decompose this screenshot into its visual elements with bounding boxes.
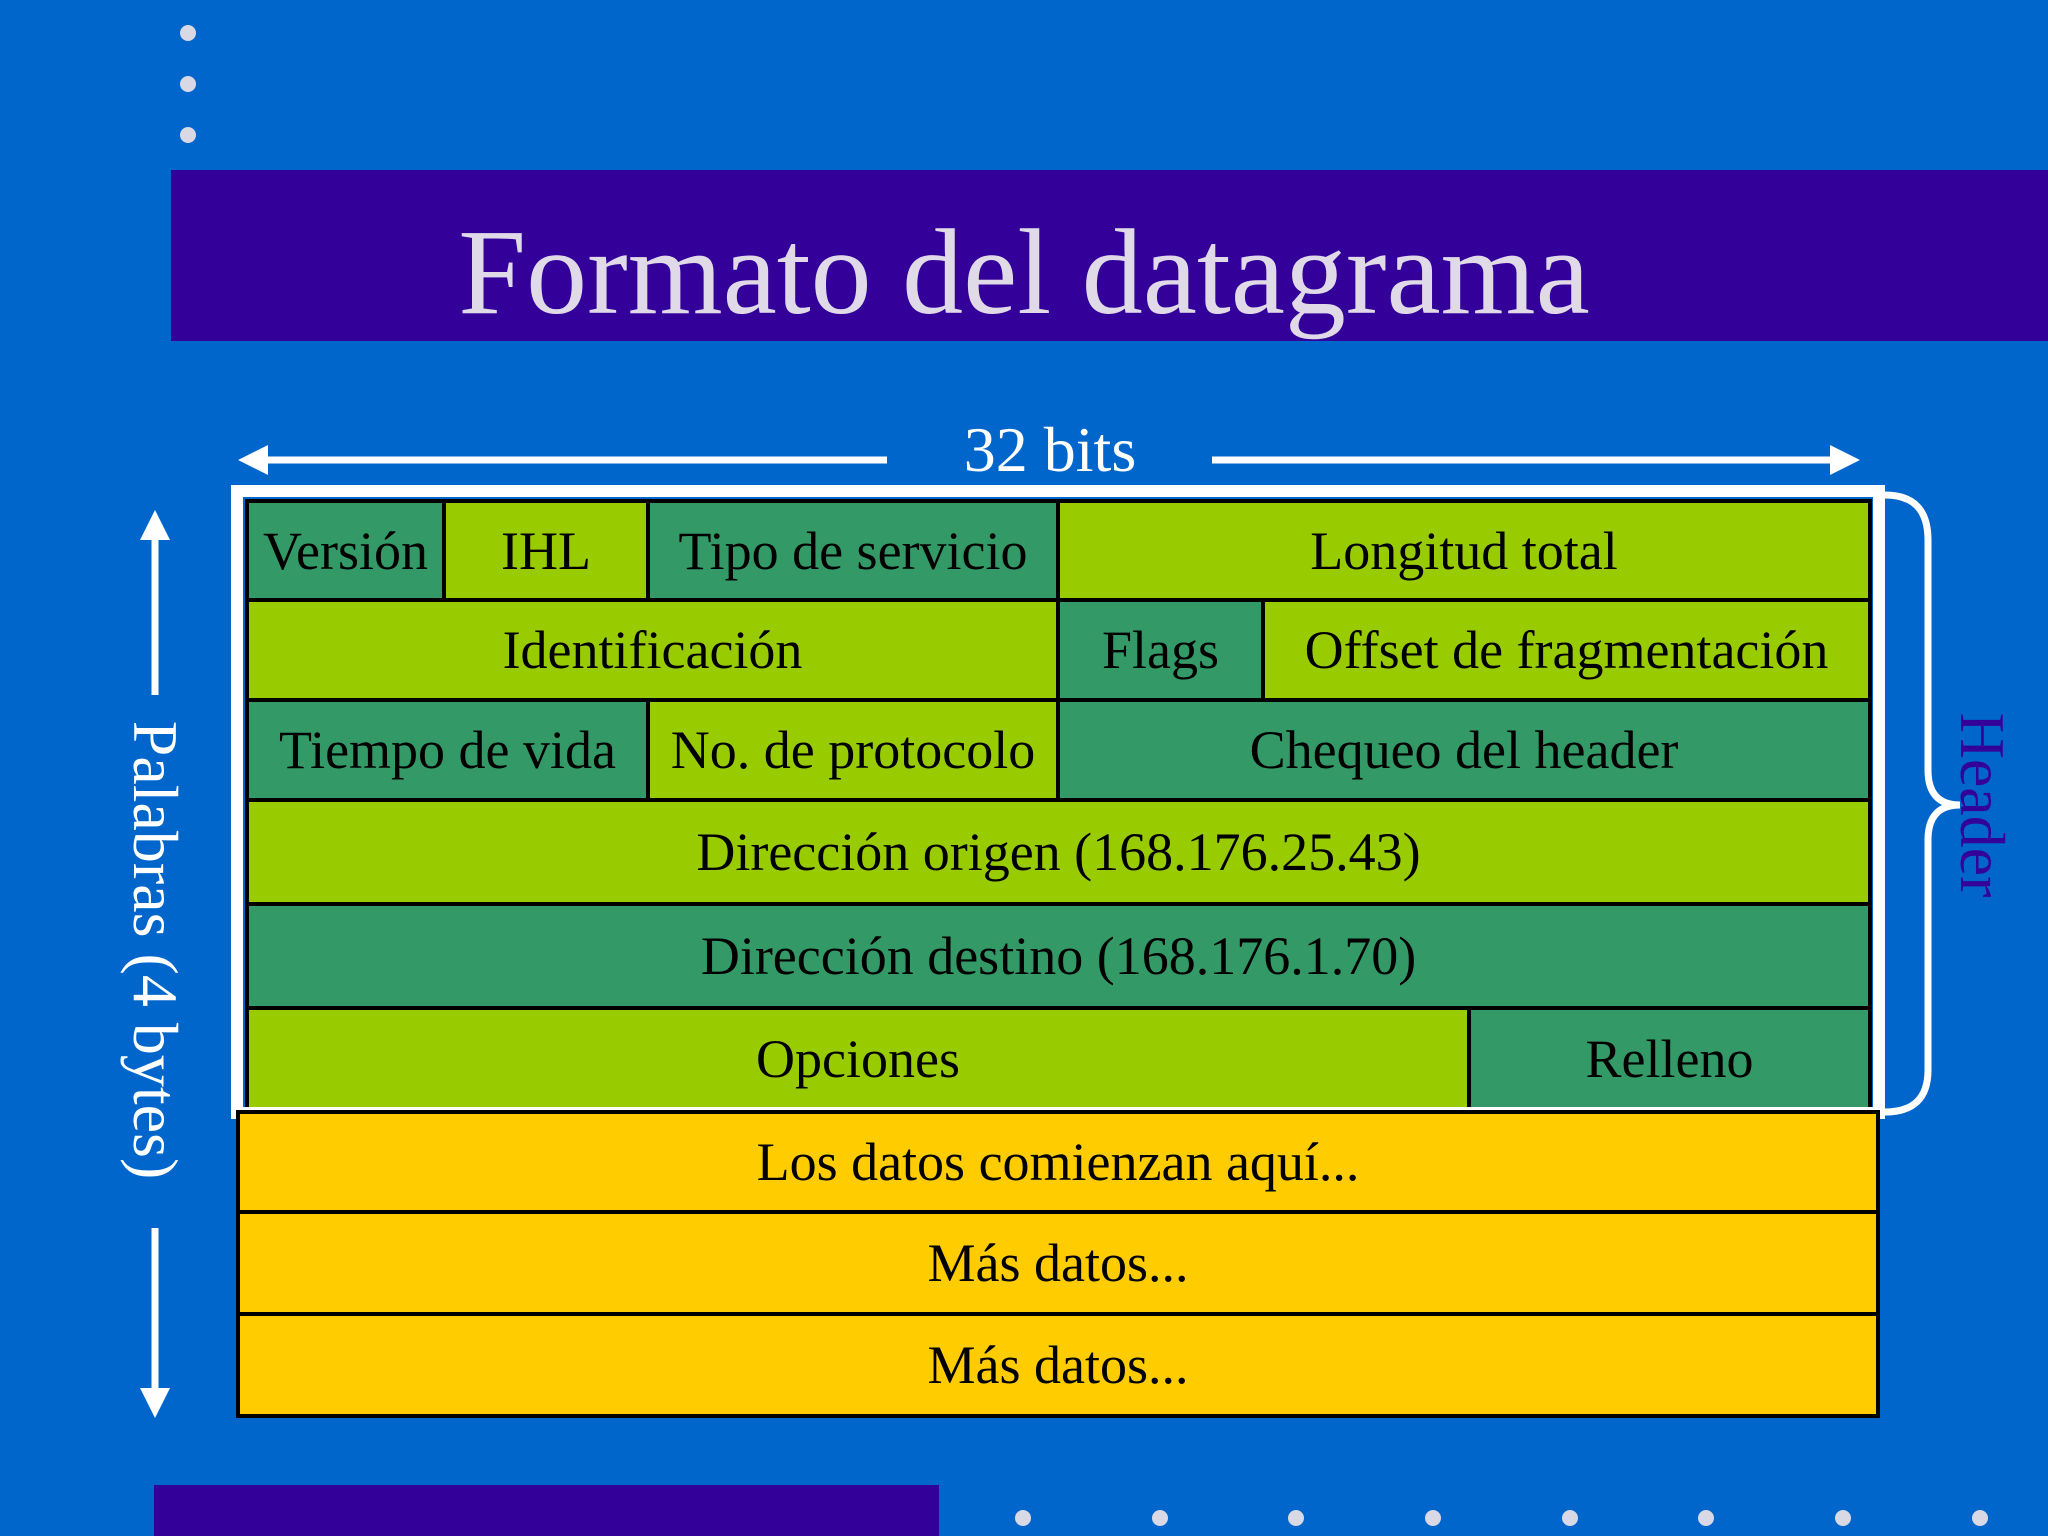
width-label: 32 bits: [963, 414, 1137, 485]
field-options: Opciones: [245, 1006, 1471, 1111]
field-destination-address: Dirección destino (168.176.1.70): [245, 902, 1872, 1010]
data-row-more: Más datos...: [236, 1210, 1880, 1316]
slide-title: Formato del datagrama: [458, 205, 1590, 340]
field-flags: Flags: [1056, 598, 1265, 702]
header-label: Header: [1947, 712, 2018, 898]
width-arrow-left-head: [238, 445, 268, 475]
data-row-more: Más datos...: [236, 1312, 1880, 1418]
field-version: Versión: [245, 499, 446, 602]
field-padding: Relleno: [1467, 1006, 1872, 1111]
field-protocol: No. de protocolo: [646, 698, 1060, 802]
field-fragment-offset: Offset de fragmentación: [1261, 598, 1872, 702]
words-label: Palabras (4 bytes): [120, 720, 191, 1180]
field-service-type: Tipo de servicio: [646, 499, 1060, 602]
field-source-address: Dirección origen (168.176.25.43): [245, 798, 1872, 906]
words-arrow-bottom-head: [140, 1388, 170, 1418]
width-arrow-right-head: [1830, 445, 1860, 475]
field-identification: Identificación: [245, 598, 1060, 702]
field-ttl: Tiempo de vida: [245, 698, 650, 802]
words-arrow-top-head: [140, 510, 170, 540]
field-ihl: IHL: [442, 499, 650, 602]
data-row-start: Los datos comienzan aquí...: [236, 1110, 1880, 1214]
field-header-checksum: Chequeo del header: [1056, 698, 1872, 802]
field-total-length: Longitud total: [1056, 499, 1872, 602]
